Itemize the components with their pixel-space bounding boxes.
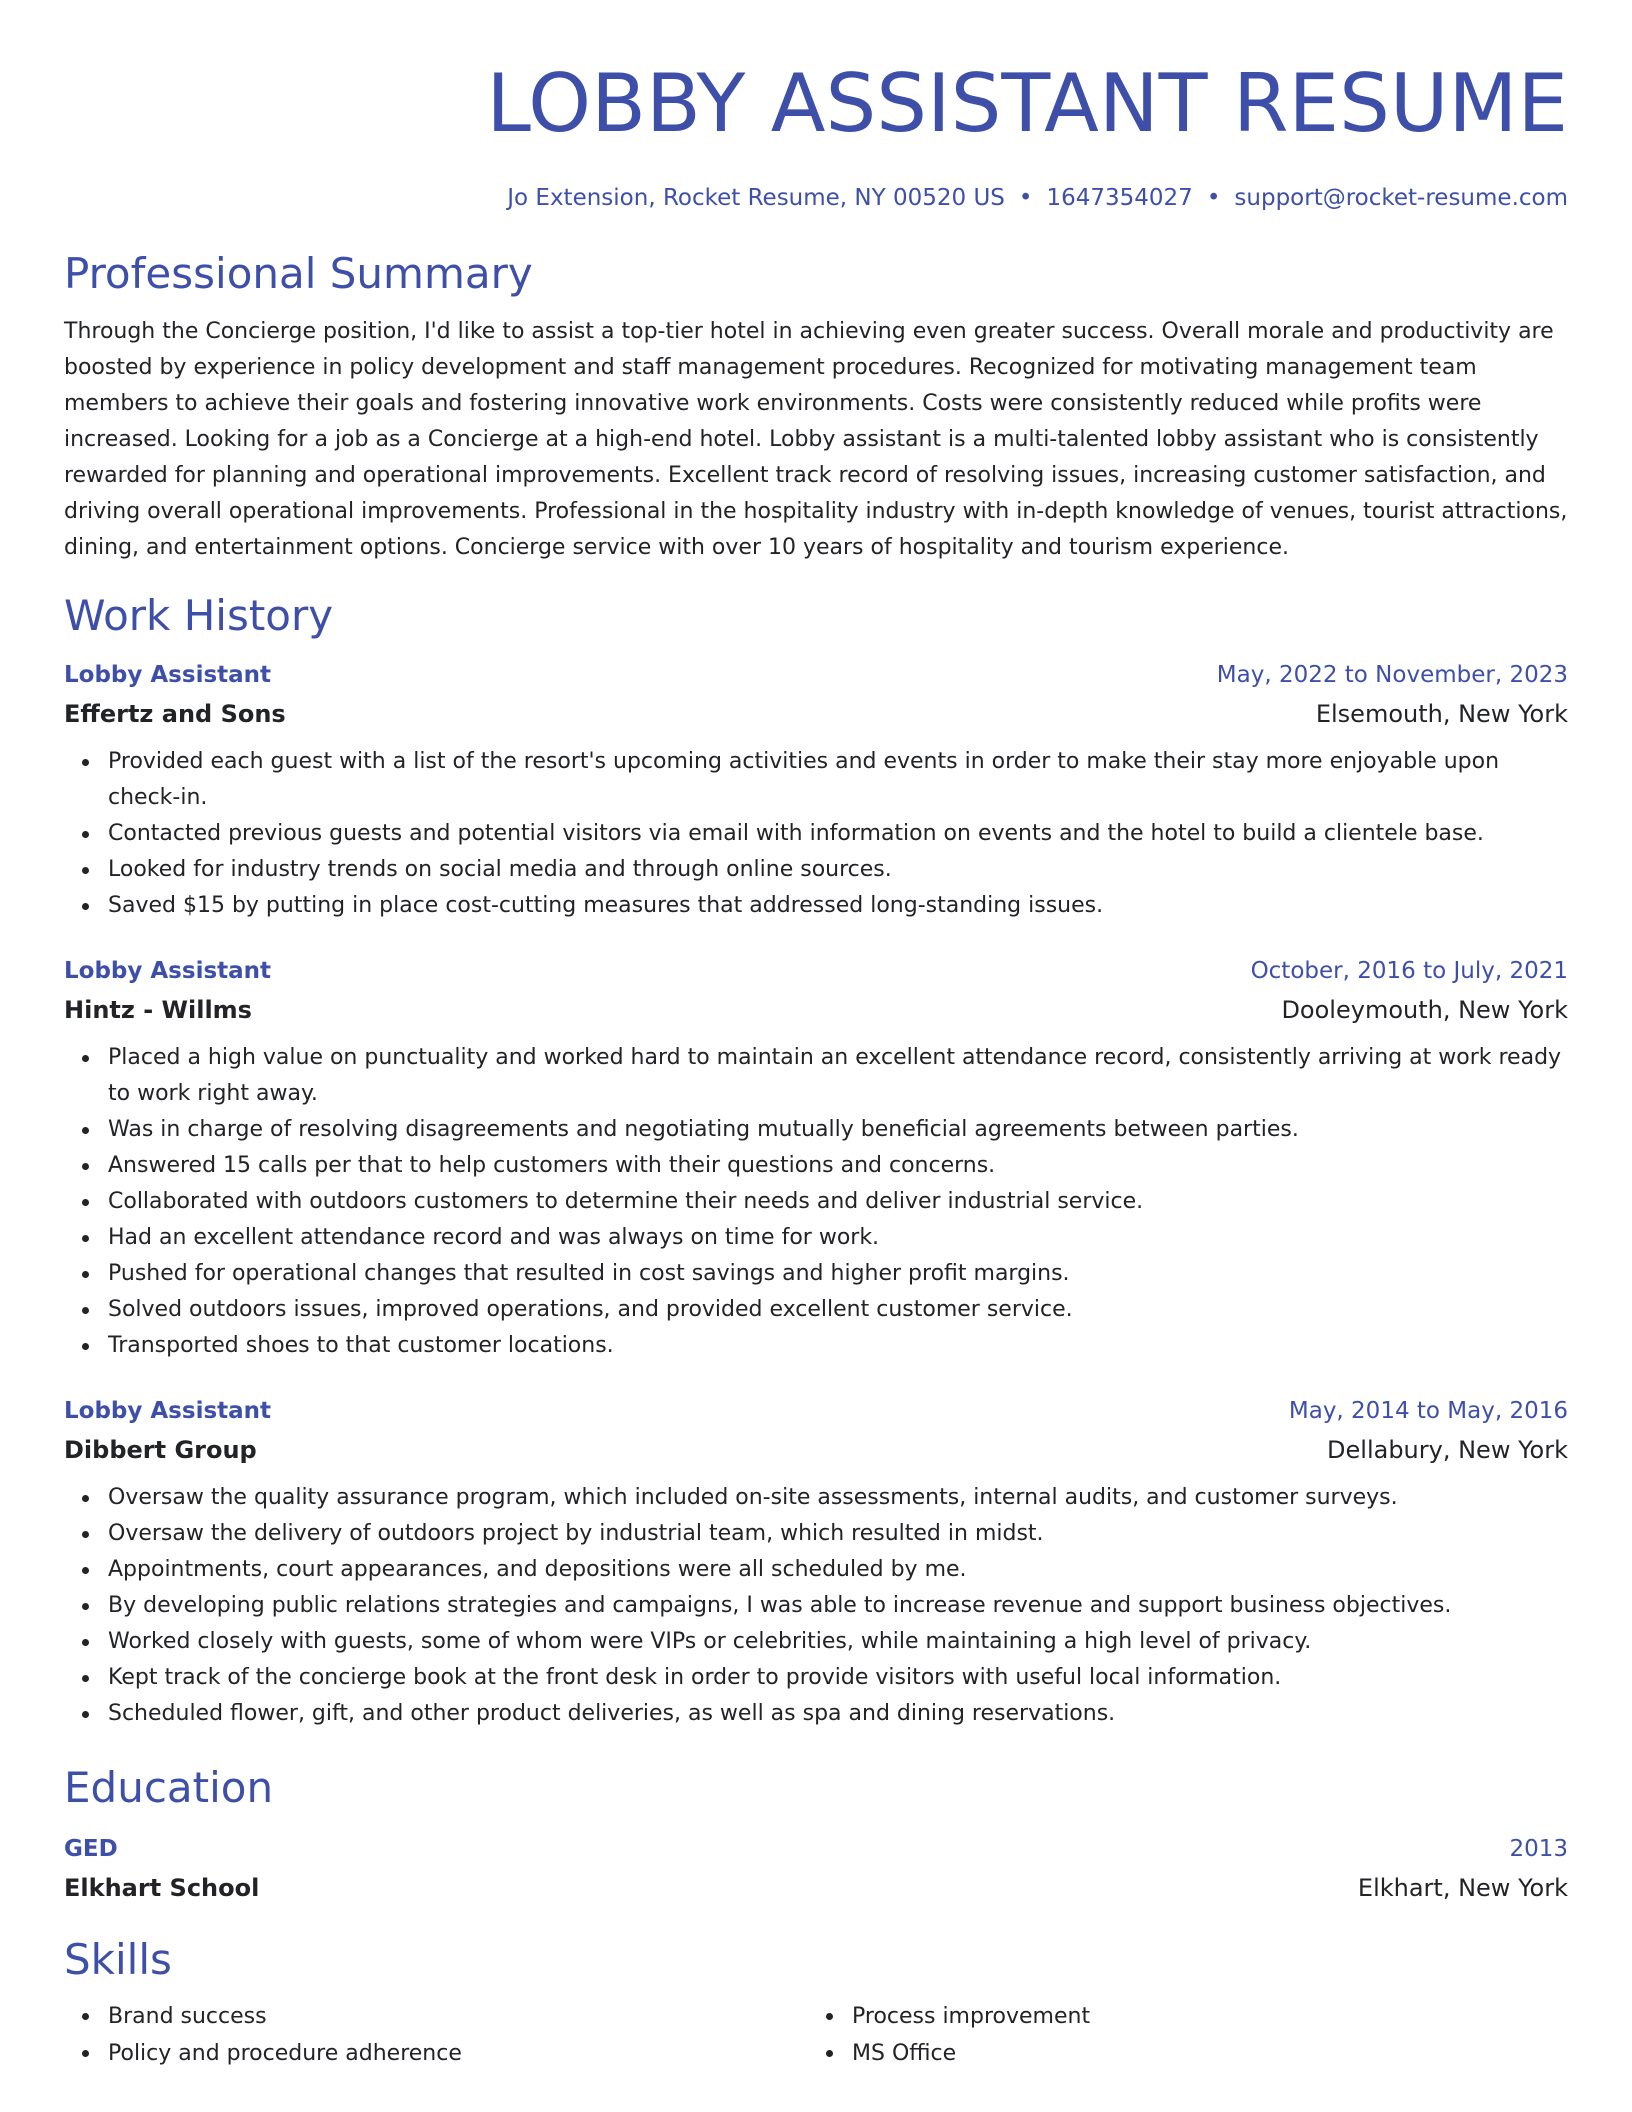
- job-bullet: Scheduled flower, gift, and other product deliveries, as well as spa and dining reservations.: [108, 1696, 1568, 1732]
- job-bullets: [64, 1040, 1568, 1364]
- education-location: Elkhart, New York: [1357, 1874, 1568, 1902]
- job-company-row: [64, 1430, 1568, 1470]
- summary-text: Through the Concierge position, I'd like to assist a top-tier hotel in achieving even greater success. Overall morale and productivity are boosted by experience in policy development and staff management procedures. Recognized for motivating management team members to achieve their goals and fostering innovative work environments. Costs were consistently reduced while profits were increased. Looking for a job as a Concierge at a high-end hotel. Lobby assistant is a multi-talented lobby assistant who is consistently rewarded for planning and operational improvements. Excellent track record of resolving issues, increasing customer satisfaction, and driving overall operational improvements. Professional in the hospitality industry with in-depth knowledge of venues, tourist attractions, dining, and entertainment options. Concierge service with over 10 years of hospitality and tourism experience.: [64, 319, 1568, 560]
- skill-item: MS Office: [852, 2035, 1552, 2072]
- contact-address: Jo Extension, Rocket Resume, NY 00520 US: [507, 185, 1005, 211]
- skills-heading: Skills: [64, 1935, 172, 1984]
- job-bullet: Collaborated with outdoors customers to determine their needs and deliver industrial service.: [108, 1184, 1568, 1220]
- contact-phone: 1647354027: [1046, 185, 1193, 211]
- job-bullet: Kept track of the concierge book at the front desk in order to provide visitors with useful local information.: [108, 1660, 1568, 1696]
- skill-item: Policy and procedure adherence: [108, 2035, 808, 2072]
- job-company-row: [64, 694, 1568, 734]
- contact-separator: •: [1018, 185, 1033, 211]
- education-school: Elkhart School: [64, 1874, 260, 1902]
- job-bullet: Transported shoes to that customer locations.: [108, 1328, 1568, 1364]
- work-history-heading: Work History: [64, 591, 334, 640]
- resume-page: [64, 0, 1568, 2072]
- job-bullet: Placed a high value on punctuality and worked hard to maintain an excellent attendance record, consistently arriving at work ready to work right away.: [108, 1040, 1568, 1112]
- job-location: Dellabury, New York: [1327, 1436, 1568, 1464]
- job-dates: May, 2014 to May, 2016: [1288, 1398, 1568, 1424]
- job-dates: May, 2022 to November, 2023: [1216, 662, 1568, 688]
- job-bullet: Was in charge of resolving disagreements and negotiating mutually beneficial agreements between parties.: [108, 1112, 1568, 1148]
- skill-item: Brand success: [108, 1998, 808, 2035]
- job-location: Elsemouth, New York: [1315, 700, 1568, 728]
- job-company: Hintz - Willms: [64, 996, 252, 1024]
- job-header-row: [64, 656, 1568, 694]
- education-year: 2013: [1509, 1836, 1568, 1862]
- job-role: Lobby Assistant: [64, 958, 272, 984]
- education-entry: [64, 1830, 1568, 1908]
- education-degree: GED: [64, 1836, 118, 1862]
- contact-line: [64, 182, 1568, 214]
- contact-email: support@rocket-resume.com: [1234, 185, 1568, 211]
- skills-list: [64, 1998, 808, 2072]
- job-location: Dooleymouth, New York: [1281, 996, 1568, 1024]
- skill-item: Process improvement: [852, 1998, 1552, 2035]
- job-role: Lobby Assistant: [64, 1398, 272, 1424]
- job-bullet: Provided each guest with a list of the resort's upcoming activities and events in order to make their stay more enjoyable upon check-in.: [108, 744, 1568, 816]
- skills-grid: [64, 1998, 1568, 2072]
- job-company: Effertz and Sons: [64, 700, 286, 728]
- skills-column-left: [64, 1998, 808, 2072]
- education-school-row: [64, 1868, 1568, 1908]
- skills-column-right: [808, 1998, 1552, 2072]
- job-dates: October, 2016 to July, 2021: [1250, 958, 1568, 984]
- education-heading: Education: [64, 1763, 274, 1812]
- resume-title: LOBBY ASSISTANT RESUME: [486, 57, 1568, 150]
- job-entry: [64, 952, 1568, 1364]
- summary-heading: Professional Summary: [64, 249, 533, 298]
- skills-list: [808, 1998, 1552, 2072]
- job-role: Lobby Assistant: [64, 662, 272, 688]
- job-header-row: [64, 952, 1568, 990]
- job-company: Dibbert Group: [64, 1436, 257, 1464]
- job-bullet: Looked for industry trends on social media and through online sources.: [108, 852, 1568, 888]
- job-bullet: Oversaw the delivery of outdoors project by industrial team, which resulted in midst.: [108, 1516, 1568, 1552]
- job-bullets: [64, 1480, 1568, 1732]
- job-bullet: Appointments, court appearances, and depositions were all scheduled by me.: [108, 1552, 1568, 1588]
- job-bullet: Worked closely with guests, some of whom were VIPs or celebrities, while maintaining a high level of privacy.: [108, 1624, 1568, 1660]
- job-bullet: Pushed for operational changes that resulted in cost savings and higher profit margins.: [108, 1256, 1568, 1292]
- education-header-row: [64, 1830, 1568, 1868]
- job-bullets: [64, 744, 1568, 924]
- contact-separator: •: [1206, 185, 1221, 211]
- job-bullet: Contacted previous guests and potential visitors via email with information on events and the hotel to build a clientele base.: [108, 816, 1568, 852]
- job-company-row: [64, 990, 1568, 1030]
- job-entry: [64, 656, 1568, 924]
- job-entry: [64, 1392, 1568, 1732]
- job-bullet: Saved $15 by putting in place cost-cutting measures that addressed long-standing issues.: [108, 888, 1568, 924]
- job-bullet: Oversaw the quality assurance program, which included on-site assessments, internal audits, and customer surveys.: [108, 1480, 1568, 1516]
- job-bullet: By developing public relations strategies and campaigns, I was able to increase revenue and support business objectives.: [108, 1588, 1568, 1624]
- job-bullet: Had an excellent attendance record and was always on time for work.: [108, 1220, 1568, 1256]
- job-bullet: Solved outdoors issues, improved operations, and provided excellent customer service.: [108, 1292, 1568, 1328]
- job-bullet: Answered 15 calls per that to help customers with their questions and concerns.: [108, 1148, 1568, 1184]
- job-header-row: [64, 1392, 1568, 1430]
